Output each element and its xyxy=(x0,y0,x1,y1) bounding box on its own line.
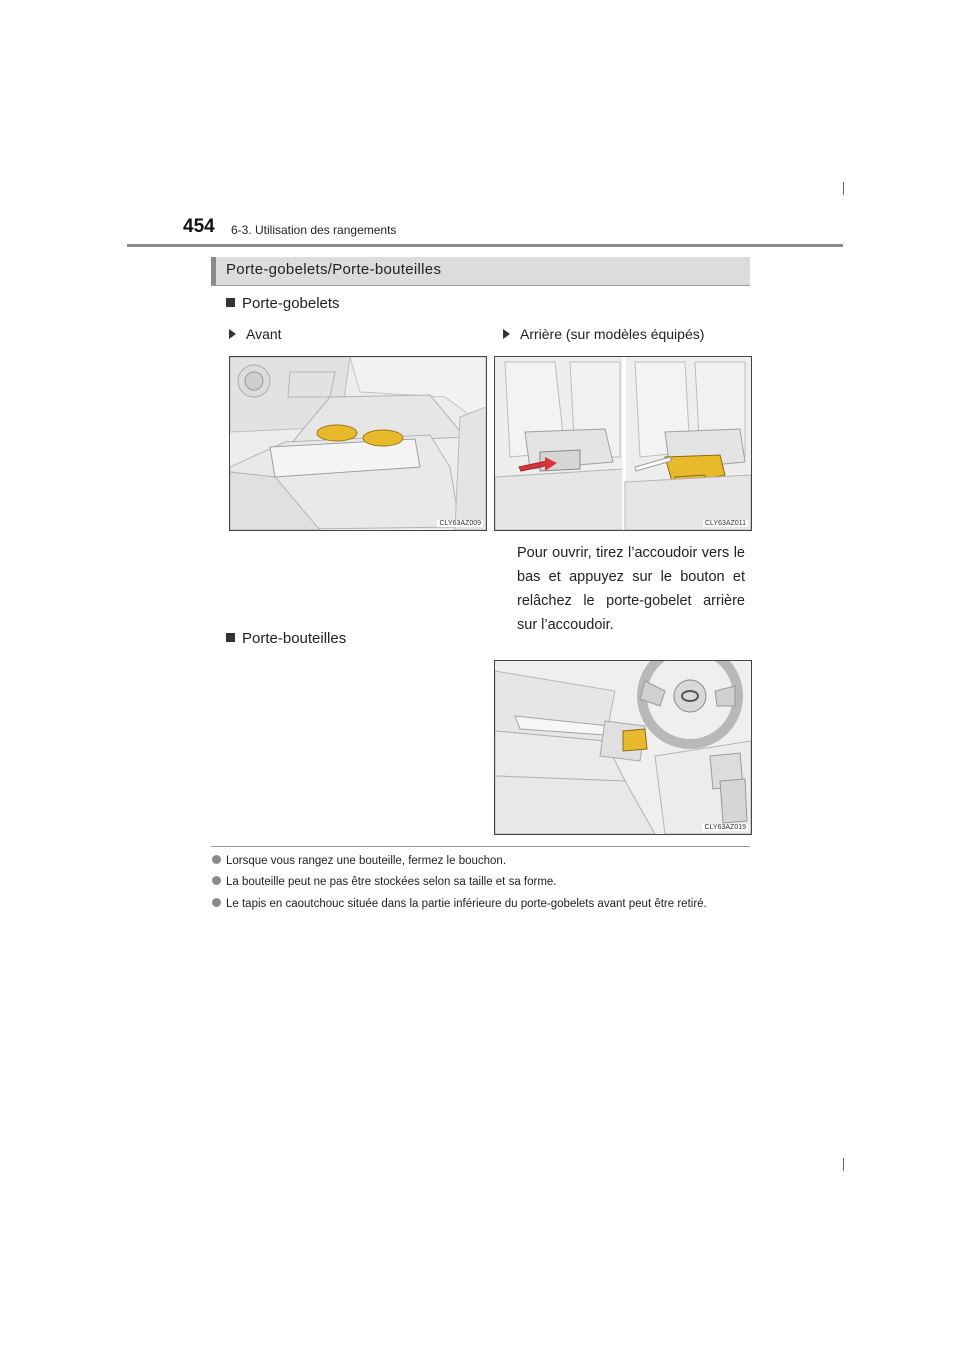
door-pocket-drawing xyxy=(495,661,751,834)
front-label-text: Avant xyxy=(246,326,282,342)
title-accent xyxy=(211,257,216,285)
note-item xyxy=(226,875,750,890)
bullet-dot-icon xyxy=(212,876,221,885)
bottle-holders-heading xyxy=(226,630,346,647)
section-title-bar xyxy=(211,257,750,286)
note-item xyxy=(226,854,750,869)
note-text: Lorsque vous rangez une bouteille, fermez le bouchon. xyxy=(226,855,507,867)
header-rule xyxy=(127,244,843,247)
crop-mark-top xyxy=(843,182,844,195)
rear-instruction-text: Pour ouvrir, tirez l’accoudoir vers le bas et appuyez sur le bouton et relâchez le porte-gobelet arrière sur l’accoudoir. xyxy=(517,545,745,633)
front-console-drawing xyxy=(230,357,486,530)
triangle-bullet-icon xyxy=(229,329,236,339)
bullet-dot-icon xyxy=(212,855,221,864)
section-title: Porte-gobelets/Porte-bouteilles xyxy=(226,261,442,278)
cup-holders-heading xyxy=(226,295,340,312)
cup-holders-heading-text: Porte-gobelets xyxy=(242,295,340,312)
triangle-bullet-icon xyxy=(503,329,510,339)
note-text: La bouteille peut ne pas être stockées selon sa taille et sa forme. xyxy=(226,876,557,888)
rear-label-text: Arrière (sur modèles équipés) xyxy=(520,326,705,342)
front-image-code: CLY63AZ009 xyxy=(439,520,481,527)
note-text: Le tapis en caoutchouc située dans la partie inférieure du porte-gobelets avant peut être retiré. xyxy=(226,898,707,910)
bullet-dot-icon xyxy=(212,898,221,907)
square-bullet-icon xyxy=(226,633,235,642)
rear-cupholder-illustration xyxy=(494,356,752,531)
front-label xyxy=(229,326,282,342)
bottle-image-code: CLY63AZ019 xyxy=(704,824,746,831)
notes-rule xyxy=(211,846,750,847)
bottle-holder-illustration xyxy=(494,660,752,835)
front-cupholder-illustration xyxy=(229,356,487,531)
square-bullet-icon xyxy=(226,298,235,307)
rear-label xyxy=(503,326,704,342)
bottle-holders-heading-text: Porte-bouteilles xyxy=(242,630,347,647)
page-number: 454 xyxy=(183,216,215,237)
rear-image-code: CLY63AZ011 xyxy=(705,520,746,527)
section-breadcrumb: 6-3. Utilisation des rangements xyxy=(231,223,397,237)
crop-mark-bottom xyxy=(843,1158,844,1171)
note-item xyxy=(226,897,750,912)
rear-armrest-drawing xyxy=(495,357,751,530)
